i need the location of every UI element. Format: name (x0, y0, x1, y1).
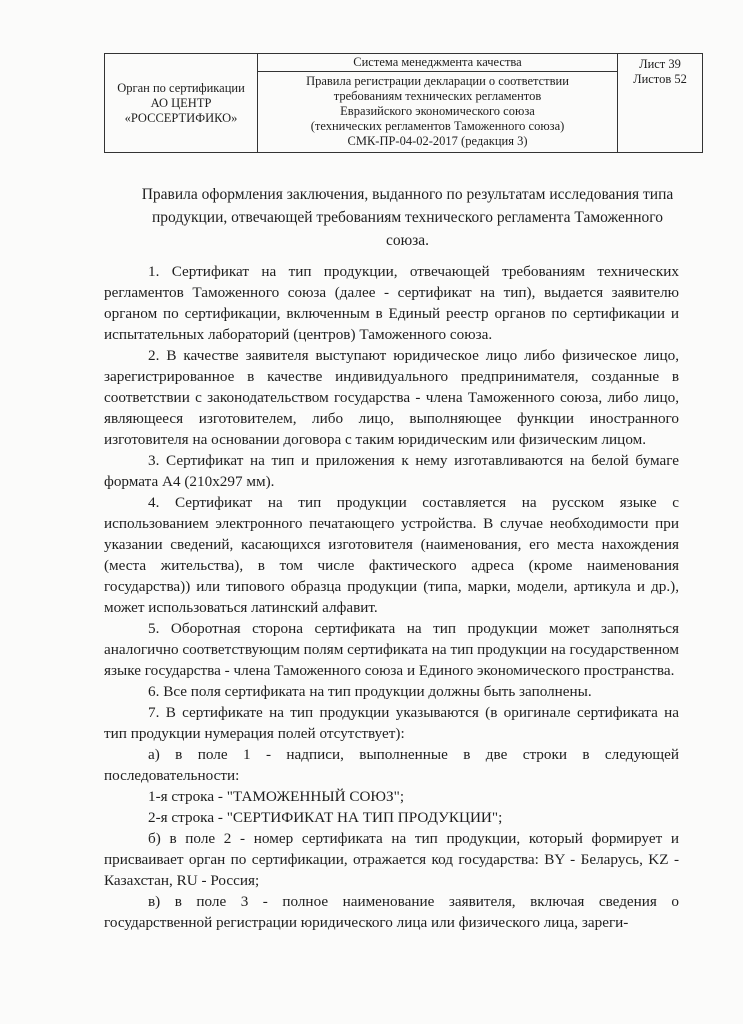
paragraph-4: 4. Сертификат на тип продукции составляется на русском языке с использованием электронного печатающего устройства. В случае необходимости при указании сведений, касающихся изготовителя (наименования, его места нахождения (места жительства), в том числе фактического адреса (кроме наименования государства)) или типового образца продукции (типа, марки, модели, артикула и др.), может использоваться латинский алфавит. (104, 494, 679, 616)
document-code: СМК-ПР-04-02-2017 (редакция 3) (347, 134, 528, 148)
quality-system-cell: Система менеджмента качества (258, 54, 618, 72)
item-b: б) в поле 2 - номер сертификата на тип продукции, который формирует и присваивает орган по сертификации, отражается код государства: BY - Беларусь, KZ - Казахстан, RU - Россия; (104, 830, 679, 889)
org-line: АО ЦЕНТР (150, 95, 212, 110)
rules-line: (технических регламентов Таможенного союза) (310, 119, 565, 133)
paragraph-7: 7. В сертификате на тип продукции указываются (в оригинале сертификата на тип продукции нумерация полей отсутствует): (104, 704, 679, 742)
item-a-line-2: 2-я строка - "СЕРТИФИКАТ НА ТИП ПРОДУКЦИИ"; (148, 809, 503, 826)
rules-line: требованиям технических регламентов (333, 89, 542, 103)
rules-line: Правила регистрации декларации о соответствии (306, 74, 569, 88)
paragraph-2: 2. В качестве заявителя выступают юридическое лицо либо физическое лицо, зарегистрированное в качестве индивидуального предпринимателя, созданные в соответствии с законодательством государства - члена Таможенного союза, либо лицо, являющееся изготовителем, либо лицо, выполняющее функции иностранного изготовителя на основании договора с таким юридическим или физическим лицом. (104, 347, 679, 448)
certification-body-cell (105, 54, 258, 153)
paragraph-5: 5. Оборотная сторона сертификата на тип продукции может заполняться аналогично соответствующим полям сертификата на тип продукции на государственном языке государства - члена Таможенного союза и Единого экономического пространства. (104, 620, 679, 679)
sheet-number: Лист 39 (639, 57, 681, 71)
sheet-number-cell (618, 54, 703, 153)
paragraph-3: 3. Сертификат на тип и приложения к нему изготавливаются на белой бумаге формата А4 (210х297 мм). (104, 452, 679, 490)
paragraph-1: 1. Сертификат на тип продукции, отвечающей требованиям технических регламентов Таможенного союза (далее - сертификат на тип), выдается заявителю органом по сертификации, включенным в Единый реестр органов по сертификации и испытательных лабораторий (центров) Таможенного союза. (104, 263, 679, 343)
document-body (104, 261, 679, 933)
item-a-line-1: 1-я строка - "ТАМОЖЕННЫЙ СОЮЗ"; (148, 788, 405, 805)
rules-line: Евразийского экономического союза (340, 104, 535, 118)
org-line: Орган по сертификации (117, 80, 245, 95)
document-header-table (104, 53, 703, 153)
section-title: Правила оформления заключения, выданного по результатам исследования типа продукции, отвечающей требованиям технического регламента Таможенного союза. (141, 186, 674, 249)
org-line: «РОССЕРТИФИКО» (124, 110, 238, 125)
item-a: а) в поле 1 - надписи, выполненные в две строки в следующей последовательности: (104, 746, 679, 784)
document-rules-cell (258, 72, 618, 153)
paragraph-6: 6. Все поля сертификата на тип продукции должны быть заполнены. (148, 683, 592, 700)
sheets-total: Листов 52 (633, 72, 687, 86)
item-c: в) в поле 3 - полное наименование заявителя, включая сведения о государственной регистрации юридического лица или физического лица, зареги- (104, 893, 679, 931)
